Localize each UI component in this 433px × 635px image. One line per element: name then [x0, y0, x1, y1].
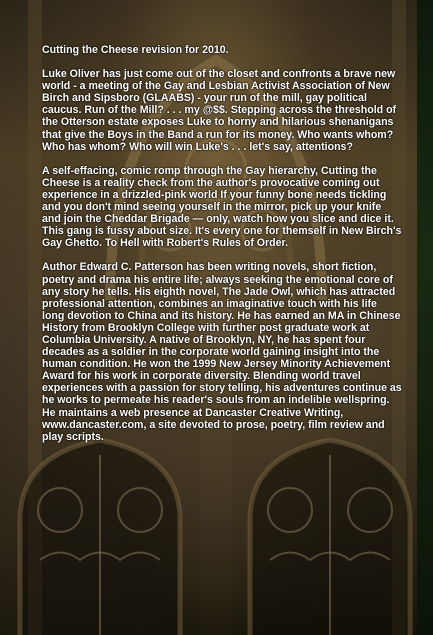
author-bio-paragraph: Author Edward C. Patterson has been writing novels, short fiction, poetry and drama his entire life; always seeking the emotional core of any story he tells. His eighth novel, The Jade Owl, which has attracted professional attention, combines an imaginative touch with his life long devotion to China and its history. He has earned an MA in Chinese History from Brooklyn College with further post graduate work at Columbia University. A native of Brooklyn, NY, he has spent four decades as a soldier in the corporate world gaining insight into the human condition. He won the 1999 New Jersey Minority Achievement Award for his work in corporate diversity. Blending world travel experiences with a passion for story telling, his adventures continue as he works to permeate his reader's souls from an indelible wellspring. He maintains a web presence at Dancaster Creative Writing, www.dancaster.com, a site devoted to prose, poetry, film review and play scripts. — [42, 261, 402, 443]
description-paragraph: A self-effacing, comic romp through the Gay hierarchy, Cutting the Cheese is a reality check from the author's provocative coming out experience in a drizzled-pink world If your funny bone needs tickling and you don't mind seeing yourself in the mirror, pick up your knife and join the Cheddar Brigade — only, watch how you slice and dice it. This gang is fussy about size. It's every one for themself in New Birch's Gay Ghetto. To Hell with Robert's Rules of Order. — [42, 164, 402, 250]
synopsis-paragraph: Luke Oliver has just come out of the closet and confronts a brave new world - a meeting of the Gay and Lesbian Activist Association of New Birch and Sipsboro (GLAABS) - your run of the mill, gay political caucus. Run of the Mill? . . . my @$$. Stepping across the threshold of the Otterson estate exposes Luke to horny and hilarious shenanigans that give the Boys in the Band a run for its money. Who wants whom? Who has whom? Who will win Luke's . . . let's say, attentions? — [42, 68, 397, 153]
cover-edge-strip — [417, 0, 433, 635]
back-cover-blurb — [42, 44, 402, 455]
revision-note: Cutting the Cheese revision for 2010. — [42, 44, 229, 56]
